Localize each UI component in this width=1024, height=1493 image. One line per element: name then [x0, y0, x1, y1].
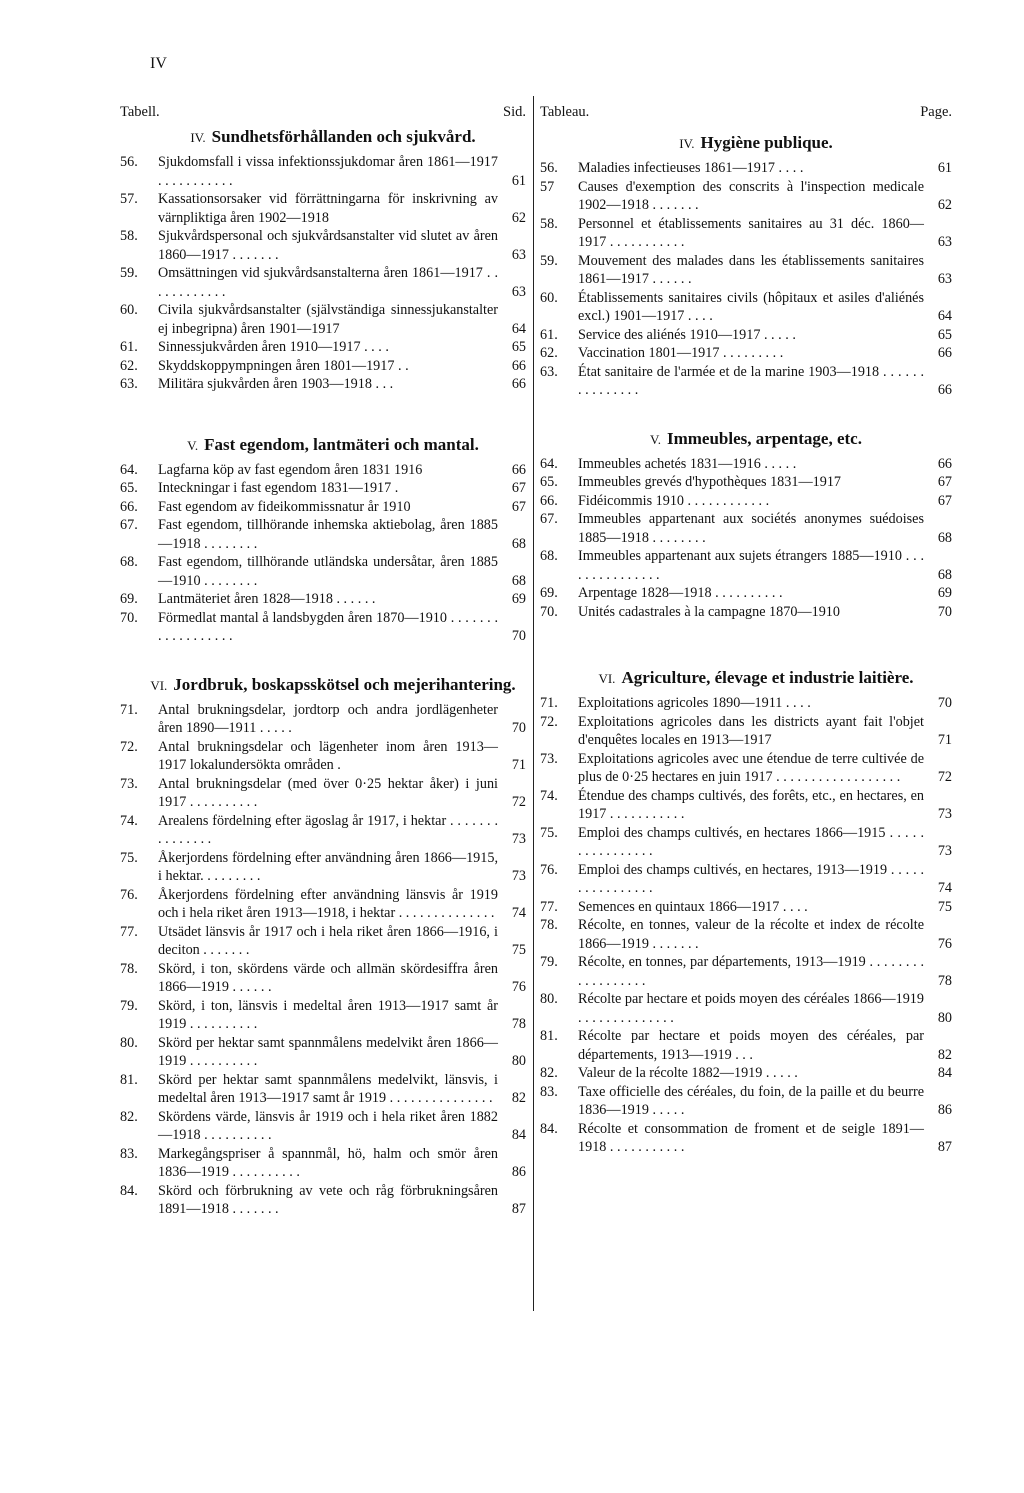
- entry-number: 65.: [540, 474, 558, 490]
- entry-title: Immeubles grevés d'hypothèques 1831—1917: [578, 474, 842, 490]
- section-spacer: [540, 122, 952, 132]
- entry-number: 78.: [120, 960, 138, 977]
- contents-entry: [120, 923, 526, 960]
- entry-number: 62.: [540, 345, 558, 361]
- entry-page: 87: [511, 1201, 526, 1217]
- entry-title: Service des aliénés 1910—1917 . . . . .: [578, 326, 796, 343]
- entry-page: 72: [511, 794, 526, 810]
- entry-number: 74.: [540, 787, 558, 804]
- entry-page: 84: [511, 1127, 526, 1143]
- entry-title: Skörd per hektar samt spannmålens medelvikt åren 1866—1919 . . . . . . . . . .: [158, 1034, 498, 1069]
- contents-entry: [540, 215, 952, 252]
- entry-number: 61.: [120, 339, 138, 355]
- column-header: [540, 100, 952, 122]
- entry-title: Antal brukningsdelar och lägenheter inom åren 1913—1917 lokalundersökta områden .: [158, 738, 498, 773]
- section-roman-numeral: V.: [650, 431, 661, 447]
- section-roman-numeral: VI.: [598, 671, 616, 686]
- contents-entry: [540, 455, 952, 474]
- entry-title: Skyddskoppympningen åren 1801—1917 . .: [158, 357, 409, 374]
- entry-number: 56.: [120, 154, 138, 170]
- entry-number: 56.: [540, 160, 558, 176]
- entry-title: Arealens fördelning efter ägoslag år 1917, i hektar . . . . . . . . . . . . . . .: [158, 812, 498, 847]
- entry-number: 57: [540, 178, 555, 195]
- contents-entry: [540, 824, 952, 861]
- entry-number: 77.: [540, 898, 558, 915]
- section-heading: [560, 669, 952, 687]
- page-header-label: Page.: [920, 104, 952, 120]
- section-title: Fast egendom, lantmäteri och mantal.: [204, 434, 479, 454]
- entry-page: 63: [511, 283, 526, 300]
- entry-number: 84.: [120, 1182, 138, 1199]
- section-roman-numeral: VI.: [150, 677, 168, 693]
- entry-page: 62: [511, 209, 526, 226]
- entry-page: 67: [511, 498, 526, 515]
- entry-page: 66: [937, 345, 952, 361]
- contents-entry: [540, 694, 952, 713]
- entry-title: Semences en quintaux 1866—1917 . . . .: [578, 898, 808, 915]
- entry-page: 73: [511, 831, 526, 847]
- entry-title: Fidéicommis 1910 . . . . . . . . . . . .: [578, 492, 770, 509]
- entry-page: 61: [937, 160, 952, 176]
- entry-page: 75: [511, 942, 526, 958]
- entry-number: 72.: [540, 713, 558, 730]
- entry-title: Immeubles appartenant aux sujets étrangers 1885—1910 . . . . . . . . . . . . . . .: [578, 548, 924, 583]
- section-spacer: [120, 394, 526, 434]
- entry-title: Personnel et établissements sanitaires au 31 déc. 1860—1917 . . . . . . . . . . .: [578, 215, 924, 250]
- contents-entry: [540, 584, 952, 603]
- contents-entry: [540, 492, 952, 511]
- entry-page: 78: [937, 972, 952, 989]
- contents-entry: [120, 190, 526, 227]
- entry-number: 70.: [540, 603, 558, 620]
- section-title: Sundhetsförhållanden och sjukvård.: [211, 127, 476, 146]
- entry-page: 70: [511, 720, 526, 736]
- contents-entry: [540, 1027, 952, 1064]
- contents-entry: [540, 344, 952, 363]
- section-spacer: [120, 122, 526, 126]
- section-heading: [560, 134, 952, 152]
- entry-page: 68: [511, 535, 526, 552]
- entry-page: 62: [937, 197, 952, 213]
- entry-title: Markegångspriser å spannmål, hö, halm och smör åren 1836—1919 . . . . . . . . . .: [158, 1145, 498, 1180]
- entry-title: Récolte et consommation de froment et de seigle 1891—1918 . . . . . . . . . . .: [578, 1120, 924, 1155]
- entry-number: 74.: [120, 812, 138, 829]
- contents-entry: [540, 916, 952, 953]
- entry-page: 63: [937, 234, 952, 250]
- entry-number: 84.: [540, 1120, 558, 1137]
- entry-title: Récolte par hectare et poids moyen des céréales 1866—1919 . . . . . . . . . . . . . .: [578, 991, 924, 1026]
- contents-entry: [120, 553, 526, 590]
- entry-page: 65: [937, 326, 952, 343]
- entry-page: 69: [511, 591, 526, 607]
- entry-number: 57.: [120, 191, 138, 207]
- contents-entry: [120, 357, 526, 376]
- entry-title: Fast egendom, tillhörande utländska undersåtar, åren 1885—1910 . . . . . . . .: [158, 554, 498, 589]
- entry-number: 58.: [540, 215, 558, 232]
- entry-number: 75.: [120, 849, 138, 866]
- entry-title: Immeubles appartenant aux sociétés anonymes suédoises 1885—1918 . . . . . . . .: [578, 511, 924, 546]
- entry-title: Lantmäteriet åren 1828—1918 . . . . . .: [158, 591, 376, 607]
- contents-entry: [120, 590, 526, 609]
- entry-number: 82.: [540, 1065, 558, 1081]
- entry-number: 61.: [540, 326, 558, 343]
- entry-title: Utsädet länsvis år 1917 och i hela riket åren 1866—1916, i deciton . . . . . . .: [158, 923, 498, 958]
- entry-title: Emploi des champs cultivés, en hectares 1866—1915 . . . . . . . . . . . . . . . .: [578, 824, 924, 859]
- entry-page: 70: [511, 628, 526, 644]
- contents-entry: [540, 289, 952, 326]
- table-header-label: Tableau.: [540, 104, 590, 120]
- contents-entry: [120, 960, 526, 997]
- column-header: [120, 100, 526, 122]
- entry-title: Skördens värde, länsvis år 1919 och i hela riket åren 1882—1918 . . . . . . . . . .: [158, 1108, 498, 1143]
- contents-entry: [120, 1108, 526, 1145]
- entry-number: 62.: [120, 357, 138, 374]
- contents-entry: [120, 849, 526, 886]
- column-divider: [533, 96, 534, 1311]
- contents-entry: [120, 516, 526, 553]
- entry-page: 65: [511, 339, 526, 355]
- entry-page: 68: [937, 529, 952, 546]
- entry-number: 65.: [120, 480, 138, 496]
- entry-number: 72.: [120, 738, 138, 755]
- entry-number: 81.: [120, 1071, 138, 1088]
- french-contents-column: [540, 100, 952, 1157]
- contents-entry: [120, 153, 526, 190]
- entry-title: Förmedlat mantal å landsbygden åren 1870—1910 . . . . . . . . . . . . . . . . . .: [158, 609, 498, 644]
- entry-title: Sjukvårdspersonal och sjukvårdsanstalter vid slutet av åren 1860—1917 . . . . . . .: [158, 228, 498, 263]
- contents-entry: [120, 1034, 526, 1071]
- page-header-label: Sid.: [503, 104, 526, 120]
- entry-page: 84: [937, 1065, 952, 1081]
- entry-title: Militära sjukvården åren 1903—1918 . . .: [158, 376, 394, 392]
- entry-page: 86: [511, 1164, 526, 1180]
- entry-number: 71.: [540, 695, 558, 711]
- contents-entry: [540, 861, 952, 898]
- contents-entry: [540, 1064, 952, 1083]
- section-heading: [140, 676, 526, 694]
- entry-title: Skörd, i ton, länsvis i medeltal åren 1913—1917 samt år 1919 . . . . . . . . . .: [158, 997, 498, 1032]
- contents-entry: [540, 363, 952, 400]
- entry-title: Inteckningar i fast egendom 1831—1917 .: [158, 480, 399, 496]
- section-heading: [560, 430, 952, 448]
- contents-entry: [540, 510, 952, 547]
- entry-page: 78: [511, 1016, 526, 1032]
- swedish-contents-column: [120, 100, 526, 1219]
- entry-page: 66: [511, 461, 526, 478]
- entry-title: Causes d'exemption des conscrits à l'inspection medicale 1902—1918 . . . . . . .: [578, 178, 924, 213]
- entry-number: 81.: [540, 1028, 558, 1044]
- entry-number: 69.: [540, 585, 558, 601]
- entry-page: 74: [937, 880, 952, 896]
- entry-title: Åkerjordens fördelning efter användning länsvis år 1919 och i hela riket åren 1913—1918, i hektar . . . . . . . . . . . . . .: [158, 886, 498, 921]
- contents-entry: [540, 787, 952, 824]
- contents-entry: [540, 990, 952, 1027]
- contents-entry: [540, 159, 952, 178]
- entry-number: 73.: [540, 750, 558, 767]
- entry-page: 66: [937, 382, 952, 398]
- entry-number: 67.: [120, 517, 138, 533]
- entry-page: 67: [937, 474, 952, 490]
- entry-title: Valeur de la récolte 1882—1919 . . . . .: [578, 1065, 798, 1081]
- entry-page: 63: [511, 246, 526, 263]
- contents-entry: [120, 1182, 526, 1219]
- entry-page: 67: [511, 480, 526, 496]
- entry-page: 68: [511, 572, 526, 589]
- entry-title: Arpentage 1828—1918 . . . . . . . . . .: [578, 585, 783, 601]
- entry-number: 82.: [120, 1108, 138, 1125]
- entry-page: 67: [937, 492, 952, 509]
- contents-entry: [120, 479, 526, 498]
- page-number: IV: [150, 55, 167, 72]
- entry-number: 83.: [540, 1083, 558, 1100]
- contents-entry: [540, 953, 952, 990]
- entry-number: 76.: [120, 886, 138, 903]
- contents-entry: [540, 898, 952, 917]
- entry-number: 63.: [540, 363, 558, 380]
- entry-page: 70: [937, 695, 952, 711]
- contents-entry: [120, 1145, 526, 1182]
- entry-page: 76: [511, 979, 526, 995]
- entry-page: 61: [511, 172, 526, 189]
- entry-title: Fast egendom av fideikommissnatur år 1910: [158, 498, 411, 515]
- section-spacer: [120, 646, 526, 674]
- entry-number: 63.: [120, 376, 138, 392]
- contents-entry: [540, 178, 952, 215]
- entry-title: Civila sjukvårdsanstalter (självständiga sinnessjukanstalter ej inbegripna) åren 1901—1917: [158, 302, 498, 337]
- entry-page: 70: [937, 603, 952, 620]
- contents-entry: [120, 498, 526, 517]
- contents-entry: [540, 326, 952, 345]
- entry-page: 73: [937, 806, 952, 822]
- entry-title: Kassationsorsaker vid förrättningarna för inskrivning av värnpliktiga åren 1902—1918: [158, 191, 498, 226]
- contents-entry: [120, 812, 526, 849]
- contents-entry: [120, 1071, 526, 1108]
- contents-entry: [120, 886, 526, 923]
- contents-entry: [540, 1083, 952, 1120]
- entry-page: 71: [511, 757, 526, 773]
- section-title: Jordbruk, boskapsskötsel och mejerihantering.: [173, 674, 516, 694]
- entry-title: Établissements sanitaires civils (hôpitaux et asiles d'aliénés excl.) 1901—1917 . . . .: [578, 289, 924, 324]
- entry-page: 64: [511, 320, 526, 337]
- contents-entry: [120, 301, 526, 338]
- entry-number: 66.: [120, 498, 138, 515]
- entry-title: Skörd per hektar samt spannmålens medelvikt, länsvis, i medeltal åren 1913—1917 samt år 1919 . . . . . . . . . . . . . . .: [158, 1071, 498, 1106]
- entry-number: 59.: [120, 265, 138, 281]
- entry-page: 87: [937, 1139, 952, 1155]
- contents-entry: [120, 701, 526, 738]
- entry-title: Sinnessjukvården åren 1910—1917 . . . .: [158, 339, 389, 355]
- contents-entry: [540, 603, 952, 622]
- contents-entry: [540, 547, 952, 584]
- section-roman-numeral: V.: [187, 437, 199, 453]
- contents-entry: [120, 338, 526, 357]
- contents-entry: [120, 227, 526, 264]
- entry-title: Exploitations agricoles 1890—1911 . . . .: [578, 695, 811, 711]
- entry-title: Emploi des champs cultivés, en hectares, 1913—1919 . . . . . . . . . . . . . . . .: [578, 861, 924, 896]
- entry-number: 80.: [120, 1034, 138, 1051]
- entry-title: Antal brukningsdelar (med över 0·25 hektar åker) i juni 1917 . . . . . . . . . .: [158, 775, 498, 810]
- entry-page: 75: [937, 898, 952, 915]
- entry-page: 66: [511, 357, 526, 374]
- entry-page: 66: [511, 376, 526, 392]
- entry-number: 71.: [120, 701, 138, 718]
- contents-entry: [120, 264, 526, 301]
- entry-page: 66: [937, 455, 952, 472]
- entry-number: 64.: [120, 461, 138, 478]
- entry-number: 68.: [120, 554, 138, 570]
- entry-page: 64: [937, 308, 952, 324]
- entry-page: 69: [937, 585, 952, 601]
- entry-title: Skörd, i ton, skördens värde och allmän skördesiffra åren 1866—1919 . . . . . .: [158, 960, 498, 995]
- entry-title: Mouvement des malades dans les établissements sanitaires 1861—1917 . . . . . .: [578, 252, 924, 287]
- entry-title: État sanitaire de l'armée et de la marine 1903—1918 . . . . . . . . . . . . . . .: [578, 363, 924, 398]
- section-roman-numeral: IV.: [679, 136, 695, 151]
- entry-number: 78.: [540, 917, 558, 933]
- entry-page: 80: [511, 1053, 526, 1069]
- contents-entry: [120, 997, 526, 1034]
- entry-page: 71: [937, 732, 952, 748]
- entry-number: 64.: [540, 455, 558, 472]
- contents-entry: [540, 713, 952, 750]
- entry-page: 74: [511, 905, 526, 921]
- entry-number: 79.: [120, 997, 138, 1014]
- entry-number: 79.: [540, 954, 558, 970]
- entry-title: Fast egendom, tillhörande inhemska aktiebolag, åren 1885—1918 . . . . . . . .: [158, 517, 498, 552]
- entry-title: Taxe officielle des céréales, du foin, de la paille et du beurre 1836—1919 . . . . .: [578, 1083, 924, 1118]
- contents-entry: [120, 609, 526, 646]
- entry-number: 73.: [120, 775, 138, 792]
- entry-title: Exploitations agricoles dans les districts ayant fait l'objet d'enquêtes locales en 1913—1917: [578, 713, 924, 748]
- entry-title: Immeubles achetés 1831—1916 . . . . .: [578, 455, 797, 472]
- contents-entry: [120, 775, 526, 812]
- entry-title: Omsättningen vid sjukvårdsanstalterna åren 1861—1917 . . . . . . . . . . . .: [158, 265, 498, 300]
- entry-title: Sjukdomsfall i vissa infektionssjukdomar åren 1861—1917 . . . . . . . . . . .: [158, 154, 498, 189]
- entry-title: Étendue des champs cultivés, des forêts, etc., en hectares, en 1917 . . . . . . . . . . .: [578, 787, 924, 822]
- entry-number: 83.: [120, 1145, 138, 1162]
- contents-entry: [120, 375, 526, 394]
- entry-number: 70.: [120, 609, 138, 626]
- entry-number: 59.: [540, 252, 558, 269]
- entry-page: 63: [937, 271, 952, 287]
- entry-title: Antal brukningsdelar, jordtorp och andra jordlägenheter åren 1890—1911 . . . . .: [158, 701, 498, 736]
- entry-number: 75.: [540, 824, 558, 841]
- entry-page: 73: [511, 868, 526, 884]
- entry-number: 77.: [120, 923, 138, 940]
- entry-title: Unités cadastrales à la campagne 1870—1910: [578, 603, 840, 620]
- entry-page: 80: [937, 1009, 952, 1026]
- entry-title: Exploitations agricoles avec une étendue de terre cultivée de plus de 0·25 hectares en juin 1917 . . . . . . . . . . . . . . . . . .: [578, 750, 924, 785]
- entry-title: Vaccination 1801—1917 . . . . . . . . .: [578, 345, 784, 361]
- contents-entry: [120, 461, 526, 480]
- section-roman-numeral: IV.: [190, 130, 206, 145]
- entry-title: Récolte, en tonnes, valeur de la récolte et index de récolte 1866—1919 . . . . . . .: [578, 917, 924, 952]
- entry-number: 67.: [540, 511, 558, 527]
- section-title: Hygiène publique.: [700, 133, 833, 152]
- entry-number: 76.: [540, 861, 558, 878]
- entry-page: 82: [511, 1090, 526, 1106]
- contents-entry: [120, 738, 526, 775]
- entry-page: 82: [937, 1046, 952, 1063]
- entry-number: 69.: [120, 591, 138, 607]
- section-spacer: [540, 400, 952, 428]
- contents-entry: [540, 473, 952, 492]
- contents-entry: [540, 1120, 952, 1157]
- entry-number: 58.: [120, 228, 138, 244]
- entry-number: 68.: [540, 548, 558, 564]
- entry-number: 66.: [540, 492, 558, 509]
- entry-page: 72: [937, 769, 952, 785]
- entry-page: 76: [937, 935, 952, 952]
- section-title: Immeubles, arpentage, etc.: [666, 428, 862, 448]
- section-spacer: [540, 621, 952, 667]
- contents-entry: [540, 252, 952, 289]
- entry-title: Récolte, en tonnes, par départements, 1913—1919 . . . . . . . . . . . . . . . . . .: [578, 954, 924, 989]
- entry-title: Åkerjordens fördelning efter användning åren 1866—1915, i hektar. . . . . . . . .: [158, 849, 498, 884]
- section-title: Agriculture, élevage et industrie laitière.: [621, 668, 914, 687]
- entry-number: 80.: [540, 991, 558, 1007]
- entry-title: Skörd och förbrukning av vete och råg förbrukningsåren 1891—1918 . . . . . . .: [158, 1182, 498, 1217]
- table-header-label: Tabell.: [120, 104, 160, 120]
- entry-page: 68: [937, 566, 952, 583]
- section-heading: [140, 128, 526, 146]
- entry-title: Maladies infectieuses 1861—1917 . . . .: [578, 160, 804, 176]
- entry-page: 73: [937, 843, 952, 859]
- entry-title: Lagfarna köp av fast egendom åren 1831 1916: [158, 461, 423, 478]
- entry-number: 60.: [120, 302, 138, 318]
- entry-page: 86: [937, 1102, 952, 1118]
- entry-title: Récolte par hectare et poids moyen des céréales, par départements, 1913—1919 . . .: [578, 1028, 924, 1063]
- entry-number: 60.: [540, 289, 558, 306]
- contents-entry: [540, 750, 952, 787]
- section-heading: [140, 436, 526, 454]
